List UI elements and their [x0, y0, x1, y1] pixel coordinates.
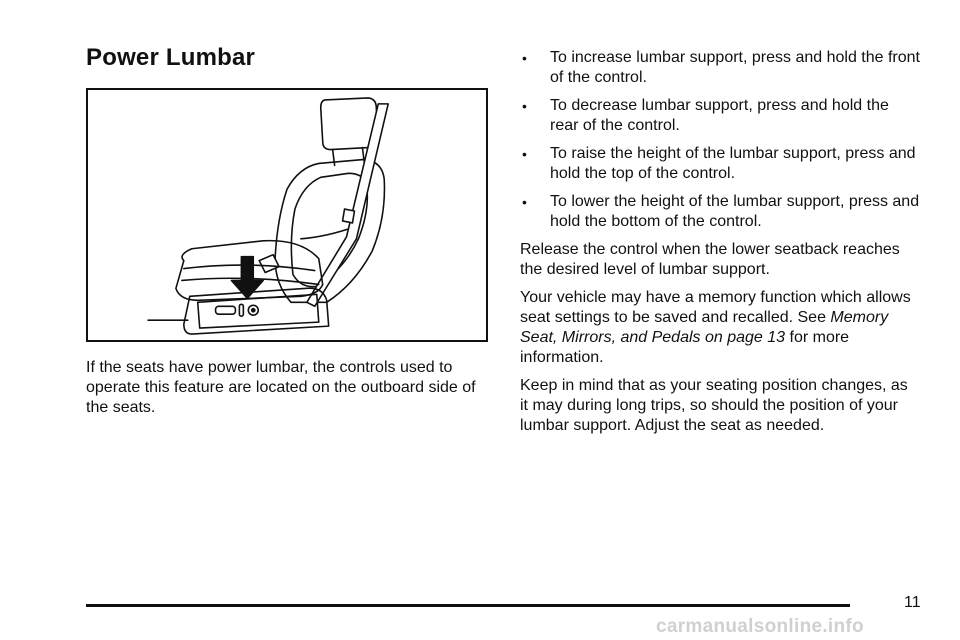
bullet-icon: • [522, 194, 527, 210]
list-item-text: To decrease lumbar support, press and hold the rear of the control. [550, 97, 889, 134]
memory-text-end: for more information. [520, 329, 850, 366]
bullet-icon: • [522, 50, 527, 66]
list-item [520, 144, 920, 184]
intro-paragraph: If the seats have power lumbar, the controls used to operate this feature are located on the outboard side of the seats. [86, 359, 476, 416]
bullet-icon: • [522, 98, 527, 114]
bullet-list [520, 48, 920, 232]
section-title: Power Lumbar [86, 44, 256, 71]
list-item [520, 48, 920, 88]
memory-paragraph [520, 288, 920, 368]
page-number: 11 [904, 594, 921, 611]
bullet-icon: • [522, 146, 527, 162]
memory-text: Your vehicle may have a memory function which allows seat settings to be saved and recalled. See [520, 289, 911, 326]
seat-adjuster-control [216, 306, 236, 314]
seat-figure [86, 88, 488, 342]
seat-illustration [88, 90, 486, 340]
footer-rule [86, 604, 850, 607]
instructions-column [520, 48, 920, 444]
watermark: carmanualsonline.info [656, 616, 864, 637]
list-item-text: To increase lumbar support, press and hold the front of the control. [550, 49, 920, 86]
list-item-text: To lower the height of the lumbar support, press and hold the bottom of the control. [550, 193, 920, 230]
cross-reference-link[interactable]: Memory Seat, Mirrors, and Pedals on page 13 [520, 309, 889, 346]
list-item [520, 192, 920, 232]
list-item-text: To raise the height of the lumbar support, press and hold the top of the control. [550, 145, 916, 182]
seat-belt [307, 104, 388, 306]
list-item [520, 96, 920, 136]
release-paragraph: Release the control when the lower seatback reaches the desired level of lumbar support. [520, 241, 900, 278]
adjust-paragraph: Keep in mind that as your seating position changes, as it may during long trips, so should the position of your lumbar support. Adjust the seat as needed. [520, 377, 908, 434]
